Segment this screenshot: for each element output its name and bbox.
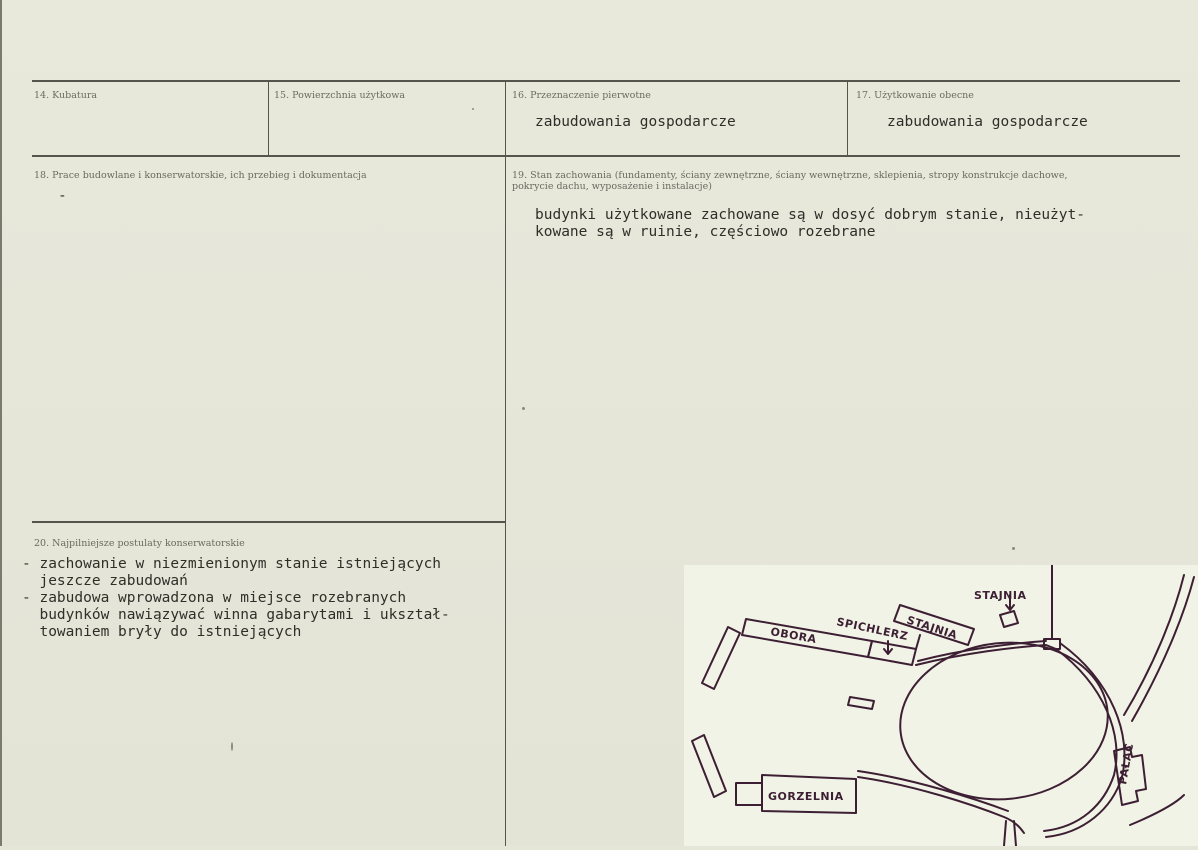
label-gorzelnia: GORZELNIA (768, 790, 844, 803)
field-14-label: 14. Kubatura (34, 90, 98, 101)
paper-speck (522, 407, 525, 410)
road-bottom-2 (858, 771, 1008, 811)
row-lower-rule (32, 521, 505, 523)
col-divider-14-15 (268, 82, 269, 155)
field-15-label: 15. Powierzchnia użytkowa (274, 90, 406, 101)
col-divider-15-16 (505, 82, 506, 155)
col-divider-16-17 (847, 82, 848, 155)
site-sketch-svg (684, 565, 1198, 846)
field-20-line-3: - zabudowa wprowadzona w miejsce rozebranych (22, 590, 407, 606)
field-17-value: zabudowania gospodarcze (887, 114, 1088, 130)
label-palac: PAŁAC (1116, 742, 1137, 786)
stajnia-connector (916, 635, 920, 649)
field-17-label: 17. Użytkowanie obecne (856, 90, 974, 101)
paper-speck (231, 742, 233, 751)
field-19-line-1: budynki użytkowane zachowane są w dosyć dobrym stanie, nieużyt- (535, 207, 1085, 223)
field-19-line-2: kowane są w ruinie, częściowo rozebrane (535, 224, 876, 240)
building-gorzelnia-annex (736, 783, 762, 805)
field-20-line-1: - zachowanie w niezmienionym stanie istniejących (22, 556, 442, 572)
field-19-label: 19. Stan zachowania (fundamenty, ściany zewnętrzne, ściany wewnętrzne, sklepienia, stropy konstrukcje dachowe, pokrycie dachu, wyposażenie i instalacje) (512, 170, 1068, 192)
col-divider-18-19 (505, 157, 506, 846)
paper-speck (472, 108, 474, 110)
building-left-lower (692, 735, 726, 797)
building-spichlerz (868, 641, 916, 665)
building-stajnia-small (1000, 611, 1018, 627)
road-diagonal-right-2 (1132, 577, 1194, 721)
field-20-label: 20. Najpilniejsze postulaty konserwatorskie (34, 538, 245, 549)
field-18-label: 18. Prace budowlane i konserwatorskie, ich przebieg i dokumentacja (34, 170, 367, 181)
row-top-rule (32, 80, 1180, 82)
field-16-label: 16. Przeznaczenie pierwotne (512, 90, 651, 101)
field-18-value: - (58, 188, 67, 204)
building-left-diagonal (702, 627, 740, 689)
field-16-value: zabudowania gospodarcze (535, 114, 736, 130)
road-right-2 (1046, 643, 1124, 837)
road-right (1044, 649, 1117, 831)
road-to-bottom (1004, 821, 1006, 846)
paper-speck (1012, 547, 1015, 550)
label-stajnia-top: STAJNIA (974, 589, 1027, 602)
row-mid-rule (32, 155, 1180, 157)
label-spichlerz: SPICHLERZ (835, 615, 910, 644)
field-20-line-4: budynków nawiązywać winna gabarytami i ukształ- (22, 607, 450, 623)
field-20-line-5: towaniem bryły do istniejących (22, 624, 302, 640)
label-obora: OBORA (769, 625, 818, 647)
site-sketch-map (684, 565, 1198, 846)
field-20-line-2: jeszcze zabudowań (22, 573, 188, 589)
building-small-center (848, 697, 874, 709)
card-left-edge (0, 0, 2, 846)
road-diagonal-right (1124, 575, 1184, 715)
label-stajnia: STAJNIA (905, 613, 960, 643)
